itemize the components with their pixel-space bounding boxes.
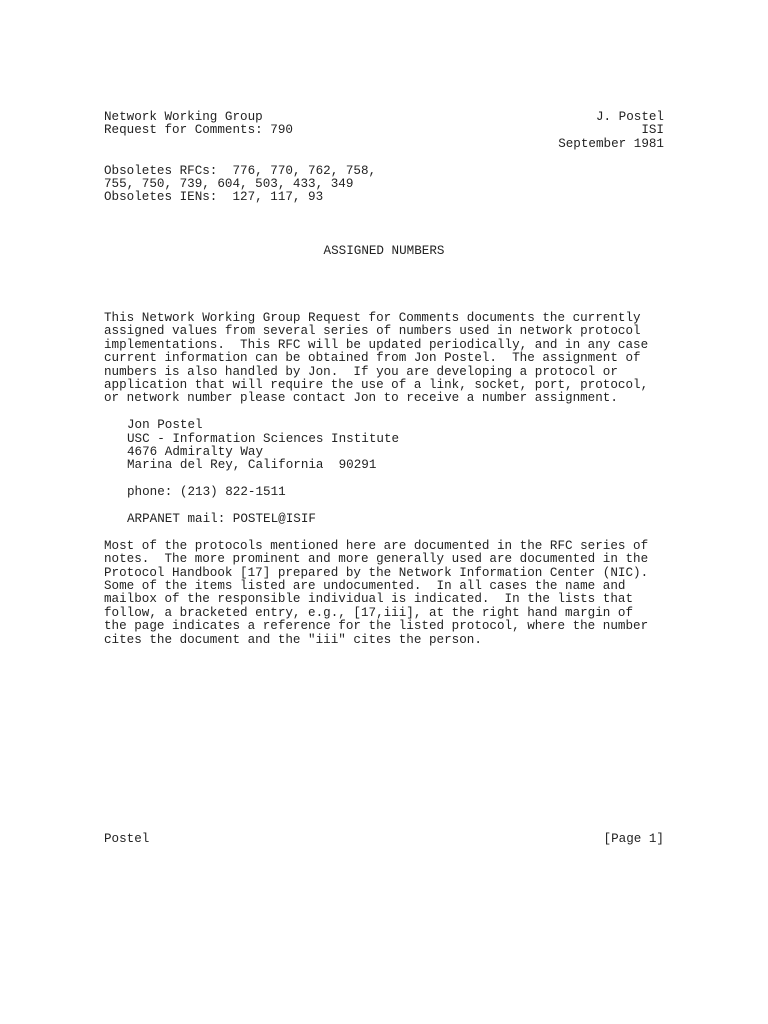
obsoletes-line: Obsoletes IENs: 127, 117, 93: [104, 190, 324, 205]
obsoletes-list: [104, 165, 664, 205]
author-organization: ISI: [641, 123, 664, 138]
contact-street: 4676 Admiralty Way: [127, 445, 264, 460]
rfc-number-label: Request for Comments: 790: [104, 123, 293, 138]
header-row-3: [104, 138, 664, 151]
rfc-header: [104, 111, 664, 151]
intro-line: This Network Working Group Request for Comments documents the currently: [104, 311, 641, 326]
page-footer: [104, 833, 664, 846]
page-number: [Page 1]: [603, 832, 664, 846]
body-line: notes. The more prominent and more generally used are documented in the: [104, 552, 649, 567]
body-line: Protocol Handbook [17] prepared by the Network Information Center (NIC).: [104, 565, 649, 580]
intro-line: current information can be obtained from Jon Postel. The assignment of: [104, 351, 641, 366]
footer-author: Postel: [104, 832, 150, 846]
working-group-label: Network Working Group: [104, 110, 263, 124]
intro-paragraph: [104, 312, 664, 406]
publication-date: September 1981: [558, 136, 664, 151]
body-line: Some of the items listed are undocumented. In all cases the name and: [104, 579, 626, 594]
intro-line: implementations. This RFC will be updated periodically, and in any case: [104, 337, 649, 352]
document-title: ASSIGNED NUMBERS: [323, 244, 445, 259]
intro-line: application that will require the use of a link, socket, port, protocol,: [104, 378, 649, 393]
document-page: [104, 111, 664, 647]
contact-block: [104, 419, 664, 526]
body-line: mailbox of the responsible individual is indicated. In the lists that: [104, 592, 634, 607]
author-name: J. Postel: [595, 110, 664, 124]
body-line: follow, a bracketed entry, e.g., [17,iii], at the right hand margin of: [104, 605, 634, 620]
contact-name: Jon Postel: [127, 418, 203, 433]
contact-institution: USC - Information Sciences Institute: [127, 431, 400, 446]
intro-line: numbers is also handled by Jon. If you are developing a protocol or: [104, 364, 618, 379]
intro-line: or network number please contact Jon to receive a number assignment.: [104, 391, 618, 406]
body-line: cites the document and the "iii" cites the person.: [104, 632, 482, 647]
body-line: the page indicates a reference for the listed protocol, where the number: [104, 619, 649, 634]
contact-city: Marina del Rey, California 90291: [127, 458, 377, 473]
header-row-2: [104, 124, 664, 137]
intro-line: assigned values from several series of numbers used in network protocol: [104, 324, 641, 339]
contact-phone: phone: (213) 822-1511: [127, 485, 286, 500]
body-paragraph: [104, 540, 664, 647]
spacer: [127, 500, 664, 513]
contact-mail: ARPANET mail: POSTEL@ISIF: [127, 512, 316, 527]
obsoletes-line: Obsoletes RFCs: 776, 770, 762, 758,: [104, 163, 377, 178]
body-line: Most of the protocols mentioned here are documented in the RFC series of: [104, 538, 649, 553]
obsoletes-line: 755, 750, 739, 604, 503, 433, 349: [104, 177, 354, 192]
spacer: [127, 473, 664, 486]
header-row-1: [104, 111, 664, 124]
